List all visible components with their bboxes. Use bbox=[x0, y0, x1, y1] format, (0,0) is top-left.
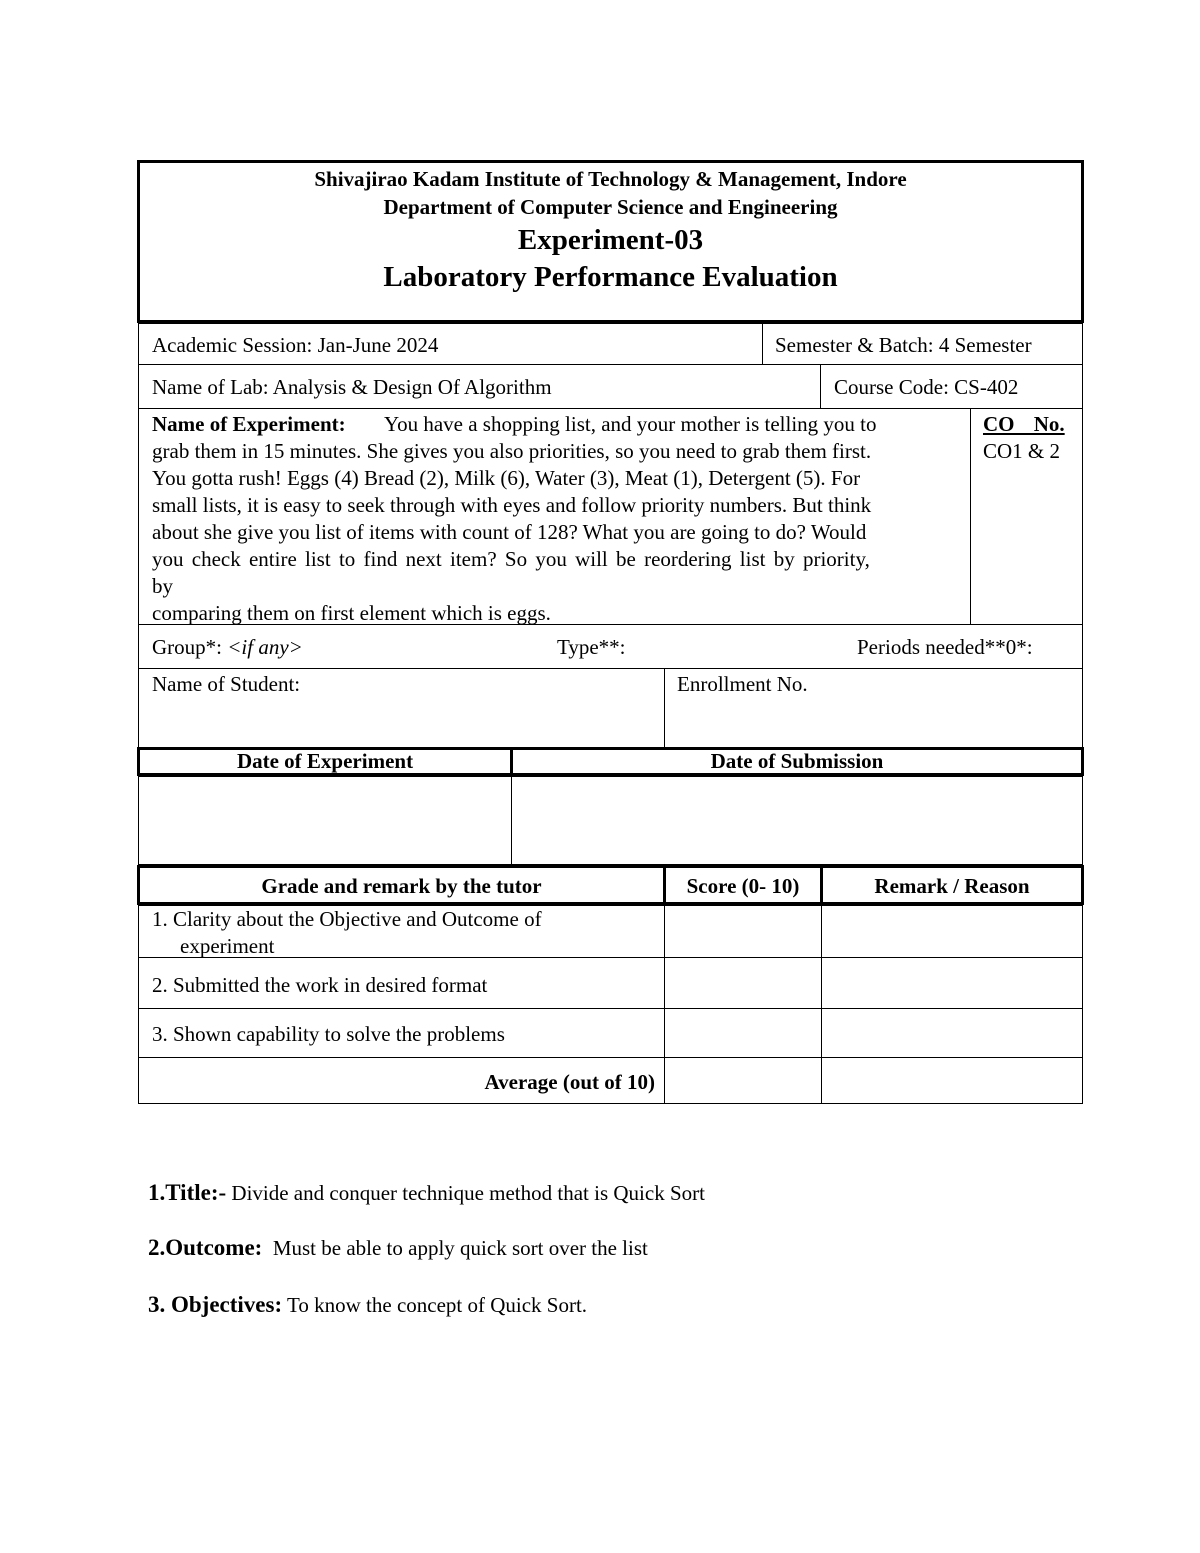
experiment-line: You have a shopping list, and your mother is telling you to bbox=[384, 412, 877, 436]
outcome-text: Must be able to apply quick sort over the list bbox=[262, 1236, 648, 1260]
institute-name: Shivajirao Kadam Institute of Technology & Management, Indore bbox=[314, 167, 907, 191]
experiment-line: You gotta rush! Eggs (4) Bread (2), Milk (6), Water (3), Meat (1), Detergent (5). For bbox=[152, 466, 861, 490]
experiment-line: small lists, it is easy to seek through with eyes and follow priority numbers. But think bbox=[152, 493, 872, 517]
experiment-line: you check entire list to find next item? So you will be reordering list by priority, bbox=[152, 547, 870, 571]
group-field bbox=[152, 634, 303, 661]
title-label: 1.Title:- bbox=[148, 1180, 227, 1205]
student-name-field: Name of Student: bbox=[152, 672, 301, 696]
evaluation-title: Laboratory Performance Evaluation bbox=[383, 261, 838, 293]
experiment-title: Experiment-03 bbox=[517, 224, 704, 256]
semester-batch: Semester & Batch: 4 Semester bbox=[775, 333, 1032, 357]
title-text: Divide and conquer technique method that is Quick Sort bbox=[226, 1181, 705, 1205]
department-name: Department of Computer Science and Engineering bbox=[383, 195, 838, 219]
outcome-section bbox=[148, 1234, 648, 1262]
date-of-submission-header: Date of Submission bbox=[710, 749, 884, 773]
group-hint: <if any> bbox=[227, 635, 303, 659]
outcome-label: 2.Outcome: bbox=[148, 1235, 263, 1260]
co-value: CO1 & 2 bbox=[983, 439, 1061, 463]
objectives-section bbox=[148, 1291, 587, 1319]
experiment-line: grab them in 15 minutes. She gives you also priorities, so you need to grab them first. bbox=[152, 439, 872, 463]
experiment-line: by bbox=[152, 574, 173, 598]
title-section bbox=[148, 1179, 705, 1207]
course-code: Course Code: CS-402 bbox=[834, 375, 1019, 399]
grading-row-label: 1. Clarity about the Objective and Outcome of bbox=[152, 907, 542, 931]
objectives-label: 3. Objectives: bbox=[148, 1292, 283, 1317]
average-label: Average (out of 10) bbox=[484, 1070, 655, 1094]
grade-header: Grade and remark by the tutor bbox=[261, 874, 542, 898]
grading-row-label: 2. Submitted the work in desired format bbox=[152, 973, 488, 997]
remark-header: Remark / Reason bbox=[874, 874, 1030, 898]
grading-row-label: 3. Shown capability to solve the problems bbox=[152, 1022, 505, 1046]
date-entry-row bbox=[138, 776, 1083, 865]
score-header: Score (0- 10) bbox=[686, 874, 800, 898]
academic-session: Academic Session: Jan-June 2024 bbox=[152, 333, 439, 357]
type-field: Type**: bbox=[557, 635, 626, 659]
experiment-line: about she give you list of items with count of 128? What you are going to do? Would bbox=[152, 520, 867, 544]
grading-row-label: experiment bbox=[180, 934, 275, 958]
lab-name: Name of Lab: Analysis & Design Of Algorithm bbox=[152, 375, 552, 399]
enrollment-field: Enrollment No. bbox=[677, 672, 808, 696]
date-of-experiment-header: Date of Experiment bbox=[236, 749, 414, 773]
periods-field: Periods needed**0*: bbox=[857, 635, 1033, 659]
objectives-text: To know the concept of Quick Sort. bbox=[282, 1293, 588, 1317]
experiment-label: Name of Experiment: bbox=[152, 412, 346, 436]
group-label: Group*: bbox=[152, 635, 228, 659]
co-label: CO No. bbox=[983, 412, 1065, 436]
experiment-line: comparing them on first element which is eggs. bbox=[152, 601, 551, 625]
